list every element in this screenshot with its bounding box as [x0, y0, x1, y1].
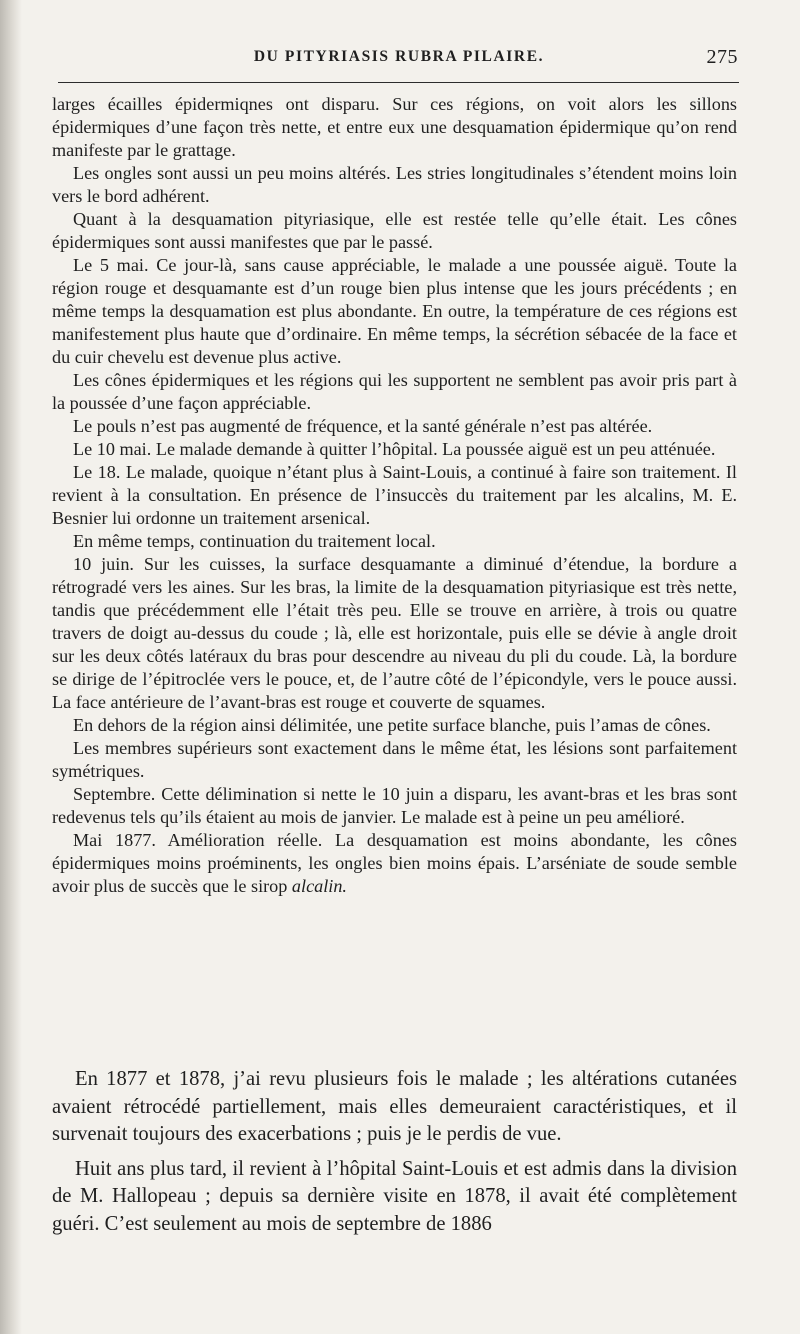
page-header: [60, 48, 738, 74]
paragraph: [52, 829, 737, 898]
running-head: DU PITYRIASIS RUBRA PILAIRE.: [253, 48, 545, 65]
paragraph: Les cônes épidermiques et les régions qui les supportent ne semblent pas avoir pris part à la poussée d’une façon appréciable.: [52, 370, 737, 413]
page-number: 275: [706, 46, 738, 68]
paragraph: Le 10 mai. Le malade demande à quitter l’hôpital. La poussée aiguë est un peu atténuée.: [73, 439, 716, 459]
paragraph: Le 18. Le malade, quoique n’étant plus à Saint-Louis, a continué à faire son traitement. Il revient à la consultation. En présence de l’insuccès du traitement par les alcalins, M. E. Besnier lui ordonne un traitement arsenical.: [52, 462, 737, 528]
italic-word: alcalin.: [291, 876, 347, 896]
paragraph: Septembre. Cette délimination si nette le 10 juin a disparu, les avant-bras et les bras sont redevenus tels qu’ils étaient au mois de janvier. Le malade est à peine un peu amélioré.: [52, 784, 737, 827]
page-gutter-shadow: [0, 0, 22, 1334]
paragraph: Quant à la desquamation pityriasique, elle est restée telle qu’elle était. Les cônes épidermiques sont aussi manifestes que par le passé.: [52, 209, 737, 252]
main-text: [52, 1066, 737, 1246]
paragraph: Le pouls n’est pas augmenté de fréquence, et la santé générale n’est pas altérée.: [73, 416, 653, 436]
paragraph: Huit ans plus tard, il revient à l’hôpital Saint-Louis et est admis dans la division de M. Hallopeau ; depuis sa dernière visite en 1878, il avait été complètement guéri. C’est seulement au mois de septembre de 1886: [52, 1157, 737, 1235]
header-rule: [58, 82, 739, 83]
clinical-notes: [52, 93, 737, 898]
paragraph: En dehors de la région ainsi délimitée, une petite surface blanche, puis l’amas de cônes.: [73, 715, 711, 735]
paragraph: Les membres supérieurs sont exactement dans le même état, les lésions sont parfaitement symétriques.: [52, 738, 737, 781]
paragraph: Les ongles sont aussi un peu moins altérés. Les stries longitudinales s’étendent moins loin vers le bord adhérent.: [52, 163, 737, 206]
paragraph: 10 juin. Sur les cuisses, la surface desquamante a diminué d’étendue, la bordure a rétrogradé vers les aines. Sur les bras, la limite de la desquamation pityriasique est très nette, tandis que précédemment elle l’était très peu. Elle se trouve en arrière, à trois ou quatre travers de doigt au-dessus du coude ; là, elle est horizontale, puis elle se dévie à angle droit sur les deux côtés latéraux du bras pour descendre au niveau du pli du coude. Là, la bordure se dirige de l’épitroclée vers le pouce, et, de l’autre côté de l’épicondyle, vers le pouce aussi. La face antérieure de l’avant-bras est rouge et couverte de squames.: [52, 554, 737, 712]
paragraph: larges écailles épidermiqnes ont disparu. Sur ces régions, on voit alors les sillons épidermiques d’une façon très nette, et entre eux une desquamation épidermique qu’on rend manifeste par le grattage.: [52, 94, 737, 160]
paragraph-text: Mai 1877. Amélioration réelle. La desquamation est moins abondante, les cônes épidermiques moins proéminents, les ongles bien moins épais. L’arséniate de soude semble avoir plus de succès que le sirop: [52, 830, 737, 896]
paragraph: En même temps, continuation du traitement local.: [73, 531, 436, 551]
paragraph: En 1877 et 1878, j’ai revu plusieurs fois le malade ; les altérations cutanées avaient rétrocédé partiellement, mais elles demeuraient caractéristiques, et il survenait toujours des exacerbations ; puis je le perdis de vue.: [52, 1068, 737, 1146]
paragraph: Le 5 mai. Ce jour-là, sans cause appréciable, le malade a une poussée aiguë. Toute la région rouge et desquamante est d’un rouge bien plus intense que les jours précédents ; en même temps la desquamation est plus abondante. En outre, la température de ces régions est manifestement plus haute que d’ordinaire. En même temps, la sécrétion sébacée de la face et du cuir chevelu est devenue plus active.: [52, 255, 737, 367]
